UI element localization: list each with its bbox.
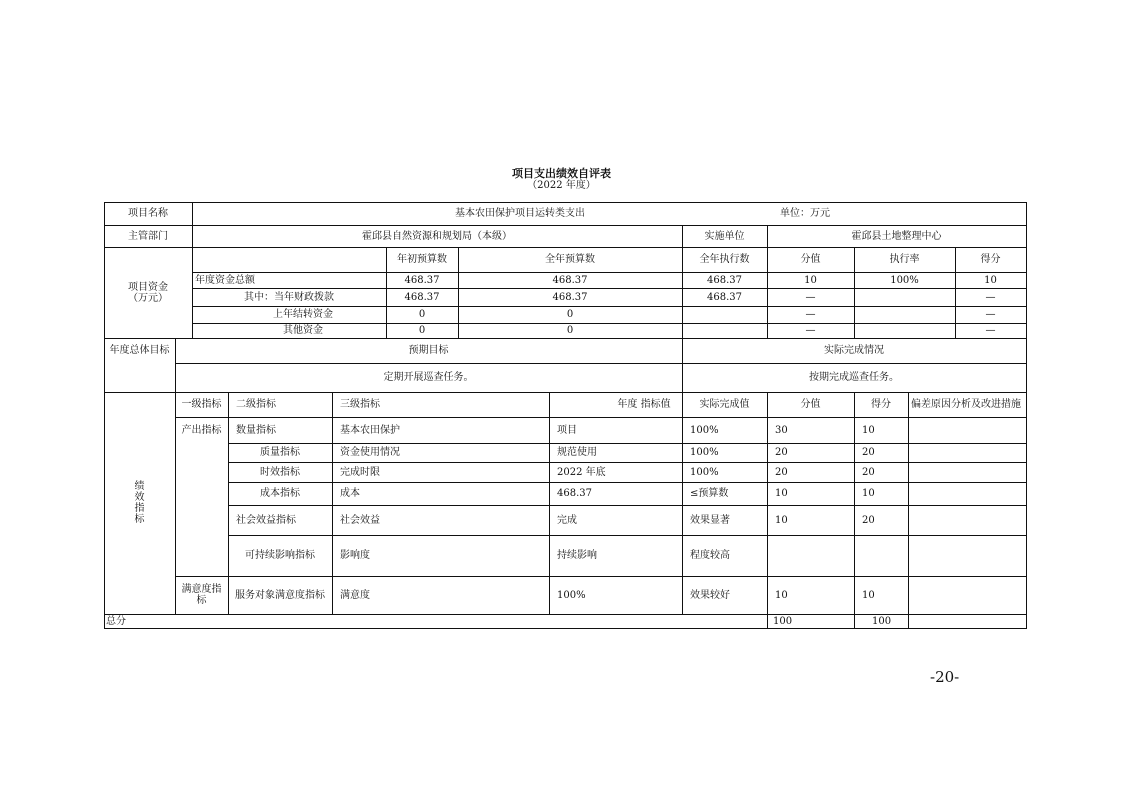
- document-subtitle: （2022 年度）: [527, 180, 596, 191]
- h-level1: 一级指标: [181, 399, 222, 410]
- indicator-weight: 30: [775, 424, 788, 436]
- indicator-score: 10: [862, 424, 875, 436]
- indicator-l3: 资金使用情况: [340, 447, 400, 458]
- indicator-target: 项目: [557, 424, 577, 436]
- total-funds-rate: 100%: [890, 274, 919, 286]
- indicator-score: 10: [862, 589, 875, 601]
- indicator-actual: 100%: [690, 424, 719, 436]
- indicator-actual: 效果显著: [690, 514, 730, 526]
- page-number: -20-: [930, 668, 960, 686]
- indicator-l3: 基本农田保护: [340, 424, 400, 436]
- fiscal-exec: 468.37: [707, 291, 742, 303]
- carryover-score: —: [985, 309, 996, 320]
- h-level2: 二级指标: [236, 399, 276, 410]
- indicator-l1: 产出指标: [181, 424, 222, 436]
- other-full: 0: [566, 325, 574, 336]
- row-carryover-label: 上年结转资金: [273, 309, 333, 320]
- indicator-target: 规范使用: [557, 447, 597, 458]
- indicator-l2: 成本指标: [260, 488, 300, 499]
- h-level3: 三级指标: [340, 399, 380, 410]
- col-score-weight: 分值: [800, 254, 821, 265]
- indicator-actual: 100%: [690, 447, 719, 458]
- col-full-budget: 全年预算数: [545, 254, 595, 265]
- total-score: 100: [872, 615, 892, 627]
- value-unit-note: 单位：万元: [780, 208, 830, 219]
- indicator-target: 持续影响: [557, 550, 597, 561]
- col-initial-budget: 年初预算数: [397, 254, 447, 265]
- label-total: 总分: [106, 615, 126, 627]
- indicator-actual: 100%: [690, 466, 719, 478]
- indicator-score: 20: [862, 447, 875, 458]
- indicator-l2: 数量指标: [236, 424, 276, 436]
- indicator-score: 20: [862, 514, 875, 526]
- indicator-actual: 程度较高: [690, 550, 730, 561]
- indicator-actual: ≤预算数: [690, 488, 729, 499]
- total-funds-full: 468.37: [552, 274, 588, 286]
- indicator-l3: 成本: [340, 488, 360, 499]
- fiscal-initial: 468.37: [404, 291, 440, 303]
- indicator-l3: 社会效益: [340, 514, 380, 526]
- carryover-initial: 0: [418, 309, 426, 320]
- label-funds: 项目资金 （万元）: [128, 281, 168, 304]
- indicator-weight: 10: [775, 488, 788, 499]
- total-funds-exec: 468.37: [707, 274, 742, 286]
- other-initial: 0: [418, 325, 426, 336]
- indicator-l3: 满意度: [340, 589, 370, 601]
- value-project-name: 基本农田保护项目运转类支出: [455, 208, 585, 219]
- indicator-weight: 10: [775, 514, 788, 526]
- total-funds-initial: 468.37: [404, 274, 440, 286]
- label-project-name: 项目名称: [128, 208, 168, 219]
- label-perf-indicators: [104, 392, 175, 614]
- h-weight: 分值: [800, 399, 821, 410]
- label-expected-goal: 预期目标: [408, 345, 449, 356]
- indicator-l2: 社会效益指标: [236, 514, 296, 526]
- value-dept: 霍邱县自然资源和规划局（本级）: [362, 230, 512, 242]
- total-funds-weight: 10: [804, 274, 817, 286]
- label-dept: 主管部门: [128, 230, 168, 242]
- label-annual-goal: 年度总体目标: [109, 345, 170, 356]
- indicator-weight: 20: [775, 466, 788, 478]
- indicator-l2: 质量指标: [260, 447, 300, 458]
- indicator-target: 完成: [557, 514, 577, 526]
- row-total-funds-label: 年度资金总额: [195, 274, 255, 286]
- total-funds-score: 10: [984, 274, 997, 286]
- other-score: —: [985, 325, 996, 336]
- indicator-target: 2022 年底: [557, 466, 606, 478]
- indicator-score: 10: [862, 488, 875, 499]
- expected-goal-text: 定期开展巡查任务。: [383, 372, 474, 383]
- indicator-l2: 时效指标: [260, 466, 300, 478]
- indicator-target: 100%: [557, 589, 586, 601]
- indicator-score: 20: [862, 466, 875, 478]
- fiscal-score: —: [985, 291, 996, 303]
- label-impl-unit: 实施单位: [704, 230, 745, 242]
- indicator-l3: 完成时限: [340, 466, 380, 478]
- fiscal-full: 468.37: [552, 291, 588, 303]
- indicator-weight: 10: [775, 589, 788, 601]
- row-fiscal-label: 其中：当年财政拨款: [244, 291, 334, 303]
- label-actual-status: 实际完成情况: [824, 345, 884, 356]
- col-score: 得分: [980, 254, 1001, 265]
- perf-indicators-text: 绩效指标: [134, 481, 145, 525]
- h-deviation: 偏差原因分析及改进措施: [911, 399, 1021, 410]
- actual-goal-text: 按期完成巡查任务。: [809, 372, 899, 383]
- col-exec-rate: 执行率: [889, 254, 920, 265]
- h-target: 年度 指标值: [617, 399, 671, 410]
- value-impl-unit: 霍邱县土地整理中心: [851, 230, 942, 242]
- document-title: 项目支出绩效自评表: [512, 167, 611, 180]
- col-execution: 全年执行数: [699, 254, 750, 265]
- indicator-l2: 服务对象满意度指标: [235, 589, 325, 601]
- fiscal-weight: —: [805, 291, 816, 303]
- carryover-full: 0: [566, 309, 574, 320]
- carryover-weight: —: [805, 309, 816, 320]
- other-weight: —: [805, 325, 816, 336]
- h-score: 得分: [871, 399, 891, 410]
- indicator-l2: 可持续影响指标: [245, 550, 315, 561]
- indicator-l3: 影响度: [340, 550, 370, 561]
- row-other-label: 其他资金: [283, 325, 323, 336]
- indicator-target: 468.37: [557, 488, 592, 499]
- total-weight: 100: [773, 615, 793, 627]
- indicator-weight: 20: [775, 447, 788, 458]
- indicator-actual: 效果较好: [690, 589, 730, 601]
- h-actual: 实际完成值: [699, 399, 750, 410]
- indicator-l1: 满意度指标: [181, 584, 222, 606]
